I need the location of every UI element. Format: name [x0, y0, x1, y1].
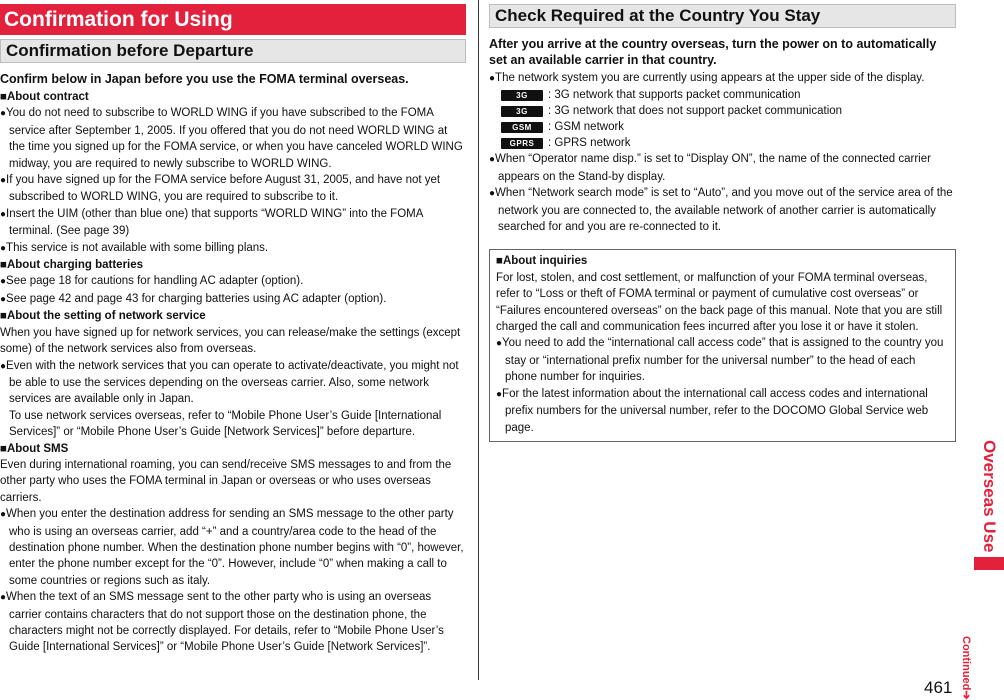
inquiries-bullet-1: ●You need to add the “international call access code” that is assigned to the country you stay or “international prefix number for the universal number” to the head of each phone number for inquiries. [496, 337, 944, 384]
network-row-3g: 3G : 3G network that does not support packet communication [489, 103, 956, 119]
3g-icon: 3G [501, 106, 543, 117]
charging-heading: ■About charging batteries [0, 259, 144, 272]
contract-bullet-4: ●This service is not available with some billing plans. [0, 241, 269, 254]
continued-label: Continued➔ [960, 636, 972, 700]
3g-packet-icon: 3G [501, 90, 543, 101]
network-paragraph: When you have signed up for network services, you can release/make the settings (except some) of the network services also from overseas. [0, 326, 461, 356]
sms-bullet-1: ●When you enter the destination address for sending an SMS message to the other party who is using an overseas carrier, add “+” and a country/area code to the head of the destination phone number. When the destination phone number begins with “0”, however, enter the phone number except for the “0”. However, include “0” when making a call to some countries or regions such as italy. [0, 508, 464, 587]
subsection-title-country: Check Required at the Country You Stay [489, 4, 956, 28]
network-row-gprs: GPRS : GPRS network [489, 135, 956, 151]
network-row-3g-packet: 3G : 3G network that supports packet communication [489, 87, 956, 103]
subsection-title-departure: Confirmation before Departure [0, 39, 466, 63]
sms-heading: ■About SMS [0, 442, 69, 455]
inquiries-paragraph: For lost, stolen, and cost settlement, or malfunction of your FOMA terminal overseas, refer to “Loss or theft of FOMA terminal or payment of cumulative cost overseas” or “Failures encountered overseas” on the back page of this manual. Note that you are still charged the call and communication fees incurred after you lose it or have it stolen. [496, 271, 943, 334]
section-title: Confirmation for Using [0, 4, 466, 35]
contract-heading: ■About contract [0, 91, 89, 103]
side-tab [974, 440, 1004, 570]
sms-paragraph: Even during international roaming, you can send/receive SMS messages to and from the other party who uses the FOMA terminal in Japan or overseas or who uses overseas carriers. [0, 458, 452, 504]
network-row-gsm: GSM : GSM network [489, 119, 956, 135]
page-number: 461 [924, 678, 953, 697]
inquiries-bullet-2: ●For the latest information about the international call access codes and international prefix numbers for the universal number, refer to the DOCOMO Global Service web page. [496, 387, 929, 434]
arrow-icon: ➔ [960, 690, 972, 700]
right-lead-text: After you arrive at the country overseas, turn the power on to automatically set an available carrier in that country. [489, 37, 937, 67]
network-bullet-1-cont: To use network services overseas, refer to “Mobile Phone User’s Guide [International Services]” or “Mobile Phone User’s Guide [Network Services]” before departure. [9, 409, 442, 439]
contract-bullet-2: ●If you have signed up for the FOMA service before August 31, 2005, and have not yet subscribed to WORLD WING, you are required to subscribe to it. [0, 174, 441, 204]
contract-bullet-3: ●Insert the UIM (other than blue one) that supports “WORLD WING” into the FOMA terminal. (See page 39) [0, 207, 423, 238]
charging-bullet-2: ●See page 42 and page 43 for charging batteries using AC adapter (option). [0, 292, 387, 305]
network-bullet-1: ●Even with the network services that you can operate to activate/deactivate, you might not be able to use the services depending on the overseas carrier. Also, some network services are available only in Japan. [0, 359, 459, 406]
charging-bullet-1: ●See page 18 for cautions for handling AC adapter (option). [0, 275, 304, 288]
right-column [489, 4, 956, 442]
inquiries-box [489, 249, 956, 441]
left-column [0, 4, 466, 656]
contract-bullet-1: ●You do not need to subscribe to WORLD WING if you have subscribed to the FOMA service after September 1, 2005. If you offered that you do not need WORLD WING at the time you signed up for the FOMA service, or when you have canceled WORLD WING midway, you are required to newly subscribe to WORLD WING. [0, 107, 463, 170]
column-divider [478, 0, 479, 680]
gprs-icon: GPRS [501, 138, 543, 149]
side-tab-label: Overseas Use [980, 440, 999, 553]
inquiries-heading: ■About inquiries [496, 255, 588, 268]
network-heading: ■About the setting of network service [0, 310, 206, 323]
operator-name-bullet: ●When “Operator name disp.” is set to “Display ON”, the name of the connected carrier appears on the Stand-by display. [489, 153, 931, 183]
sms-bullet-2: ●When the text of an SMS message sent to the other party who is using an overseas carrier contains characters that do not support those on the destination phone, the characters might not be correctly displayed. For details, refer to “Mobile Phone User’s Guide [International Services]” or “Mobile Phone User’s Guide [Network Services]”. [0, 591, 444, 654]
network-search-bullet: ●When “Network search mode” is set to “Auto”, and you move out of the service area of the network you are connected to, the available network of another carrier is automatically searched for and you are re-connected to it. [489, 187, 953, 234]
network-display-bullet: ●The network system you are currently using appears at the upper side of the display. [489, 72, 925, 84]
lead-text: Confirm below in Japan before you use the FOMA terminal overseas. [0, 72, 409, 86]
gsm-icon: GSM [501, 122, 543, 133]
side-tab-bar [974, 557, 1004, 570]
